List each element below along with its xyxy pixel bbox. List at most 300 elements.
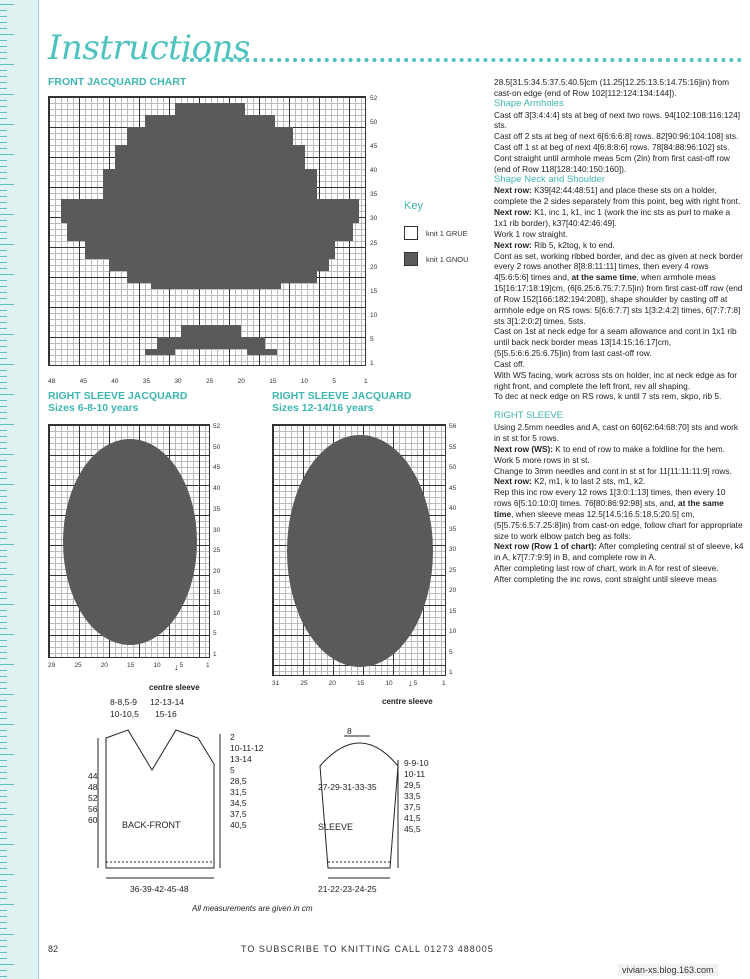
para: Cast off. — [494, 358, 525, 369]
row-number: 50 — [370, 119, 378, 127]
page-footer — [48, 944, 743, 954]
ruler-tick — [0, 832, 7, 833]
ruler-tick — [0, 766, 7, 767]
ruler-tick — [0, 922, 7, 923]
chart-motif-cap — [127, 127, 293, 145]
row-number: 55 — [449, 443, 457, 451]
row-number: 50 — [213, 443, 221, 451]
top-width-a: 8-8,5-9 — [110, 697, 137, 707]
row-number: 35 — [370, 191, 378, 199]
ruler-tick — [0, 196, 7, 197]
ruler-tick — [0, 874, 14, 875]
ruler-tick — [0, 748, 7, 749]
ruler-tick — [0, 796, 7, 797]
ruler-tick — [0, 340, 7, 341]
front-label: BACK-FRONT — [122, 820, 181, 830]
column-number: 35 — [142, 378, 151, 385]
ruler-tick — [0, 232, 7, 233]
column-number: 29 — [48, 662, 56, 669]
row-number: 40 — [213, 485, 221, 493]
ruler-tick — [0, 688, 7, 689]
top-width-b: 10-10,5 — [110, 709, 139, 719]
ruler-tick — [0, 814, 14, 815]
chart-motif-cap — [103, 169, 317, 199]
ruler-tick — [0, 520, 7, 521]
ruler-tick — [0, 562, 7, 563]
ruler-tick — [0, 10, 7, 11]
key-swatch-grue — [404, 226, 418, 240]
chart-motif-moustache — [145, 349, 175, 355]
ruler-tick — [0, 538, 7, 539]
ruler-tick — [0, 262, 7, 263]
chart-motif-cap — [61, 199, 359, 223]
row-number: 20 — [449, 587, 457, 594]
para: Cast on 1st at neck edge for a seam allowance and cont in 1x1 rib until back neck border meas 13[14:15:16:17]cm, (5[5.5:6:6.25:6.75]in) from last cast-off row. — [494, 326, 737, 359]
heading-shape-neck: Shape Neck and Shoulder — [494, 173, 605, 185]
para — [494, 185, 744, 207]
para-bold: Next row (WS): — [494, 443, 553, 454]
ruler-tick — [0, 556, 7, 557]
chart-motif-cap — [127, 271, 317, 283]
row-number: 35 — [213, 505, 221, 513]
ruler-tick — [0, 544, 14, 545]
row-number: 15 — [370, 287, 378, 295]
ruler-tick — [0, 898, 7, 899]
para-text: K2, m1, k to last 2 sts, m1, k2. — [531, 476, 646, 487]
ruler-tick — [0, 838, 7, 839]
ruler-tick — [0, 946, 7, 947]
ruler-tick — [0, 148, 7, 149]
ruler-tick — [0, 616, 7, 617]
ruler-tick — [0, 244, 14, 245]
row-number: 52 — [370, 95, 378, 102]
ruler-tick — [0, 640, 7, 641]
column-number: 10 — [385, 680, 393, 687]
chart-motif-cap — [85, 241, 335, 259]
row-number: 45 — [449, 484, 457, 492]
para-bold: at the same time — [494, 498, 724, 519]
row-number: 30 — [449, 546, 457, 553]
ruler-tick — [0, 370, 7, 371]
ruler-tick — [0, 826, 7, 827]
ruler-tick — [0, 184, 14, 185]
column-number: 25 — [74, 662, 82, 669]
sleeve-measure-value: 41,5 — [404, 813, 421, 823]
row-number: 15 — [213, 588, 221, 596]
ruler-tick — [0, 628, 7, 629]
ruler-tick — [0, 394, 14, 395]
key-swatch-gnou — [404, 252, 418, 266]
front-measure-value: 37,5 — [230, 809, 247, 819]
front-measure-value: 28,5 — [230, 776, 247, 786]
row-number: 56 — [449, 423, 457, 430]
ruler-tick — [0, 490, 7, 491]
ruler-tick — [0, 172, 7, 173]
row-number: 5 — [449, 648, 453, 656]
column-number: 30 — [174, 378, 182, 385]
column-number: 10 — [153, 662, 161, 669]
front-jacquard-chart — [48, 96, 366, 366]
front-chart-title: FRONT JACQUARD CHART — [48, 76, 187, 88]
para-text: Cont as set, working ribbed border, and dec as given at neck border every 2 rows another 8[8:8:11:11] times, then every 4 rows 4[5:6:5:6] times and, — [494, 250, 744, 283]
ruler-tick — [0, 466, 7, 467]
instructions-column — [494, 77, 744, 585]
ruler-tick — [0, 124, 14, 125]
sleeve-large-title-text: RIGHT SLEEVE JACQUARD — [272, 390, 412, 402]
ruler-tick — [0, 310, 7, 311]
ruler-tick — [0, 412, 7, 413]
ruler-tick — [0, 454, 14, 455]
chart-motif-cap — [145, 115, 275, 127]
page-title: Instructions — [48, 28, 250, 68]
ruler-tick — [0, 646, 7, 647]
front-height-value: 48 — [88, 782, 98, 792]
row-number: 15 — [449, 607, 457, 615]
ruler-tick — [0, 256, 7, 257]
column-number: 15 — [357, 680, 365, 687]
ruler-tick — [0, 190, 7, 191]
ruler-tick — [0, 178, 7, 179]
ruler-tick — [0, 604, 14, 605]
para-bold: Next row: — [494, 476, 532, 487]
sleeve-measure-value: 29,5 — [404, 780, 421, 790]
ruler-tick — [0, 166, 7, 167]
front-height-value: 60 — [88, 815, 98, 825]
sleeve-small-sizes: Sizes 6-8-10 years — [48, 402, 139, 414]
row-number: 30 — [370, 215, 378, 223]
ruler-tick — [0, 76, 7, 77]
ruler-tick — [0, 910, 7, 911]
row-number: 10 — [213, 609, 221, 617]
row-number: 10 — [449, 628, 457, 635]
para-bold: Next row: — [494, 239, 532, 250]
row-number: 1 — [449, 669, 453, 676]
ruler-tick — [0, 676, 7, 677]
ruler-tick — [0, 358, 7, 359]
ruler-tick — [0, 352, 7, 353]
front-height-list — [88, 771, 97, 826]
column-number: 1 — [364, 378, 368, 385]
chart-motif-cap — [175, 103, 245, 115]
front-height-value: 52 — [88, 793, 98, 803]
ruler-tick — [0, 682, 7, 683]
ruler-tick — [0, 334, 14, 335]
ruler-tick — [0, 460, 7, 461]
front-measure-value: 13-14 — [230, 754, 252, 764]
ruler-tick — [0, 934, 14, 935]
ruler-tick — [0, 784, 14, 785]
ruler-tick — [0, 304, 14, 305]
ruler-tick — [0, 778, 7, 779]
ruler-tick — [0, 574, 14, 575]
ruler-tick — [0, 418, 7, 419]
para — [494, 207, 744, 229]
para-bold: Next row: — [494, 207, 532, 218]
elbow-patch — [63, 439, 197, 645]
ruler-tick — [0, 586, 7, 587]
ruler-tick — [0, 202, 7, 203]
ruler-tick — [0, 580, 7, 581]
ruler-tick — [0, 820, 7, 821]
ruler-tick — [0, 220, 7, 221]
ruler-tick — [0, 322, 7, 323]
front-right-measures — [230, 732, 263, 831]
ruler-tick — [0, 526, 7, 527]
ruler-tick — [0, 154, 14, 155]
sleeve-large-sizes: Sizes 12-14/16 years — [272, 402, 374, 414]
ruler-tick — [0, 868, 7, 869]
front-measure-value: 5 — [230, 765, 235, 775]
arrow-down-icon: ↓ — [174, 662, 179, 672]
sleeve-small-chart — [48, 424, 210, 658]
para — [494, 476, 744, 487]
para: Cast off 3[3:4:4:4] sts at beg of next two rows. 94[102:108:116:124] sts. — [494, 109, 740, 131]
ruler-tick — [0, 226, 7, 227]
front-measure-value: 10-11-12 — [230, 743, 264, 753]
ruler-tick — [0, 694, 14, 695]
ruler-tick — [0, 886, 7, 887]
column-number: 10 — [300, 378, 309, 385]
key-label-gnou: knit 1 GNOU — [426, 255, 469, 264]
ruler-tick — [0, 46, 7, 47]
column-number: 40 — [111, 378, 119, 385]
ruler-tick — [0, 64, 14, 65]
ruler-tick — [0, 622, 7, 623]
ruler-tick — [0, 94, 14, 95]
ruler-tick — [0, 250, 7, 251]
sleeve-large-title — [272, 390, 411, 414]
ruler-tick — [0, 670, 7, 671]
para: Change to 3mm needles and cont in st st for 11[11:11:11:9] rows. — [494, 465, 732, 476]
sleeve-measure-value: 37,5 — [404, 802, 421, 812]
ruler-tick — [0, 424, 14, 425]
ruler-tick — [0, 652, 7, 653]
ruler-tick — [0, 724, 14, 725]
sleeve-bottom-width: 21-22-23-24-25 — [318, 884, 377, 894]
para-text: K39[42:44:48:51] and place these sts on a holder, complete the 2 sides separately from this point, beg with right front. — [494, 185, 741, 207]
chart-motif-moustache — [157, 337, 265, 349]
para: Cast off 1 st at beg of next 4[6:8:8:6] rows. 78[84:88:96:102] sts. — [494, 142, 730, 153]
para: Cast off 2 sts at beg of next 6[6:6:6:8] rows. 82[90:96:104:108] sts. — [494, 131, 739, 142]
para — [494, 487, 744, 541]
para: 28.5[31.5:34.5:37.5:40.5]cm (11.25[12.25:13.5:14.75:16]in) from cast-on edge (end of Row 102[112:124:134:144]). — [494, 77, 730, 98]
garment-schematic — [80, 700, 460, 900]
sleeve-top-width: 8 — [347, 726, 352, 736]
ruler-tick — [0, 598, 7, 599]
ruler-tick — [0, 214, 14, 215]
para-text: Rib 5, k2tog, k to end. — [531, 239, 615, 250]
para: Cont straight until armhole meas 5cm (2in) from first cast-off row (end of Row 118[128:140:150:160]). — [494, 152, 730, 174]
ruler-tick — [0, 52, 7, 53]
top-width-d: 15-16 — [155, 709, 177, 719]
centre-sleeve-label-large: centre sleeve — [382, 697, 433, 706]
para: Using 2.5mm needles and A, cast on 60[62:64:68:70] sts and work in st st for 5 rows. — [494, 422, 738, 443]
chart-motif-moustache — [181, 325, 241, 337]
chart-motif-moustache — [247, 349, 277, 355]
para — [494, 444, 744, 455]
ruler-tick — [0, 952, 7, 953]
sleeve-small-title — [48, 390, 187, 414]
para: Work 5 more rows in st st. — [494, 454, 590, 465]
front-height-value: 56 — [88, 804, 98, 814]
row-number: 20 — [370, 263, 378, 271]
ruler-tick — [0, 610, 7, 611]
ruler-tick — [0, 754, 14, 755]
column-number: 20 — [328, 680, 336, 687]
row-number: 5 — [370, 335, 374, 343]
column-number: 1 — [206, 662, 210, 669]
ruler-tick — [0, 940, 7, 941]
ruler-tick — [0, 118, 7, 119]
para-bold: Next row (Row 1 of chart): — [494, 541, 597, 552]
row-number: 25 — [213, 547, 221, 555]
front-bottom-width: 36-39-42-45-48 — [130, 884, 189, 894]
para — [494, 251, 744, 327]
ruler-tick — [0, 508, 7, 509]
ruler-tick — [0, 634, 14, 635]
ruler-tick — [0, 448, 7, 449]
sleeve-small-title-text: RIGHT SLEEVE JACQUARD — [48, 390, 188, 402]
ruler-tick — [0, 316, 7, 317]
chart-motif-cap — [151, 283, 281, 289]
page-number: 82 — [48, 944, 59, 954]
ruler-tick — [0, 772, 7, 773]
ruler-tick — [0, 904, 14, 905]
ruler-tick — [0, 856, 7, 857]
ruler-tick — [0, 88, 7, 89]
para-text: , when armhole meas 15[16:17:18:19]cm, (6[6.25:6.75:7:7.5]in) from first cast-off row (end of Row 152[166:182:194:208]), shape shoulder by casting off at armhole edge on RS rows: 5[6:6:7:7] sts 1[3:2:4:2] times, 6[7:7:7:8] sts 3[1:2:0:2] times. 5sts. — [494, 272, 743, 326]
heading-right-sleeve: RIGHT SLEEVE — [494, 410, 563, 422]
ruler-tick — [0, 436, 7, 437]
ruler-tick — [0, 238, 7, 239]
ruler-tick — [0, 142, 7, 143]
front-measure-value: 34,5 — [230, 798, 247, 808]
ruler-tick — [0, 916, 7, 917]
ruler-tick — [0, 274, 14, 275]
row-number: 1 — [370, 360, 374, 367]
ruler-tick — [0, 430, 7, 431]
para-text: K1, inc 1, k1, inc 1 (work the inc sts as purl to make a 1x1 rib border), k37[40:42:46:49]. — [494, 207, 731, 228]
para-text: After completing central st of sleeve, k4 in A, k7[7:7:9:9] in B, and complete row in A. — [494, 541, 744, 563]
watermark: vivian-xs.blog.163.com — [618, 964, 718, 976]
ruler-tick — [0, 706, 7, 707]
ruler-tick — [0, 268, 7, 269]
row-number: 40 — [449, 505, 457, 512]
ruler-tick — [0, 478, 7, 479]
sleeve-measure-value: 45,5 — [404, 824, 421, 834]
ruler-tick — [0, 58, 7, 59]
ruler-tick — [0, 406, 7, 407]
chart-motif-cap — [109, 259, 329, 271]
ruler-tick — [0, 382, 7, 383]
row-number: 20 — [213, 568, 221, 576]
ruler-tick — [0, 844, 14, 845]
ruler-tick — [0, 742, 7, 743]
ruler-tick — [0, 28, 7, 29]
ruler-tick — [0, 712, 7, 713]
ruler-tick — [0, 502, 7, 503]
ruler-tick — [0, 592, 7, 593]
sleeve-label: SLEEVE — [318, 822, 354, 832]
front-measure-value: 31,5 — [230, 787, 247, 797]
ruler-tick — [0, 736, 7, 737]
heading-shape-armholes: Shape Armholes — [494, 97, 564, 109]
para-text: , when sleeve meas 12.5[14.5:16.5:18.5:20.5] cm, (5[5.75:6.5:7.25:8]in) from cast-on edge, follow chart for appropriate size to work elbow patch beg as folls: — [494, 508, 743, 541]
column-number: 48 — [48, 378, 56, 385]
elbow-patch — [287, 435, 433, 667]
ruler-tick — [0, 496, 7, 497]
ruler-tick — [0, 376, 7, 377]
column-number: 5 — [332, 378, 337, 385]
ruler-tick — [0, 130, 7, 131]
measurement-note: All measurements are given in cm — [192, 904, 313, 913]
para: Work 1 row straight. — [494, 228, 568, 239]
para — [494, 240, 744, 251]
ruler-tick — [0, 790, 7, 791]
ruler-tick — [0, 880, 7, 881]
column-number: 45 — [79, 378, 87, 385]
ruler-tick — [0, 34, 14, 35]
column-number: 15 — [127, 662, 135, 669]
sleeve-large-chart — [272, 424, 446, 676]
ruler-tick — [0, 760, 7, 761]
key-title: Key — [404, 200, 423, 212]
top-width-c: 12-13-14 — [150, 697, 185, 707]
row-number: 50 — [449, 464, 457, 471]
centre-sleeve-label-small: centre sleeve — [149, 683, 200, 692]
column-number: 5 — [413, 680, 418, 687]
ruler-tick — [0, 472, 7, 473]
ruler-tick — [0, 664, 14, 665]
ruler-tick — [0, 862, 7, 863]
title-dotted-rule — [182, 58, 742, 62]
ruler-tick — [0, 22, 7, 23]
row-number: 30 — [213, 526, 221, 534]
front-measure-value: 40,5 — [230, 820, 247, 830]
para: After completing the inc rows, cont straight until sleeve meas — [494, 573, 717, 584]
ruler-tick — [0, 292, 7, 293]
sleeve-measure-value: 33,5 — [404, 791, 421, 801]
ruler-tick — [0, 568, 7, 569]
ruler-tick — [0, 730, 7, 731]
ruler-tick — [0, 286, 7, 287]
ruler-tick — [0, 964, 14, 965]
ruler-tick — [0, 808, 7, 809]
ruler-tick — [0, 70, 7, 71]
column-number: 5 — [179, 662, 184, 669]
subscribe-line: TO SUBSCRIBE TO KNITTING CALL 01273 488005 — [241, 944, 494, 954]
ruler-tick — [0, 700, 7, 701]
ruler-tick — [0, 208, 7, 209]
chart-motif-cap — [115, 145, 305, 169]
ruler-tick — [0, 928, 7, 929]
arrow-down-icon: ↓ — [408, 678, 413, 688]
front-measure-value: 2 — [230, 732, 235, 742]
column-number: 20 — [237, 378, 245, 385]
para-text: K to end of row to make a foldline for the hem. — [553, 443, 726, 454]
ruler-tick — [0, 400, 7, 401]
para: With WS facing, work across sts on holder, inc at neck edge as for right front, and complete the left front, rev all shaping. — [494, 369, 738, 391]
row-number: 1 — [213, 651, 217, 658]
ruler-tick — [0, 892, 7, 893]
ruler-tick — [0, 4, 14, 5]
ruler-tick — [0, 532, 7, 533]
ruler-tick — [0, 658, 7, 659]
front-height-value: 44 — [88, 771, 98, 781]
ruler-tick — [0, 514, 14, 515]
para: To dec at neck edge on RS rows, k until 7 sts rem, skpo, rib 5. — [494, 391, 722, 402]
para-bold: Next row: — [494, 185, 532, 196]
